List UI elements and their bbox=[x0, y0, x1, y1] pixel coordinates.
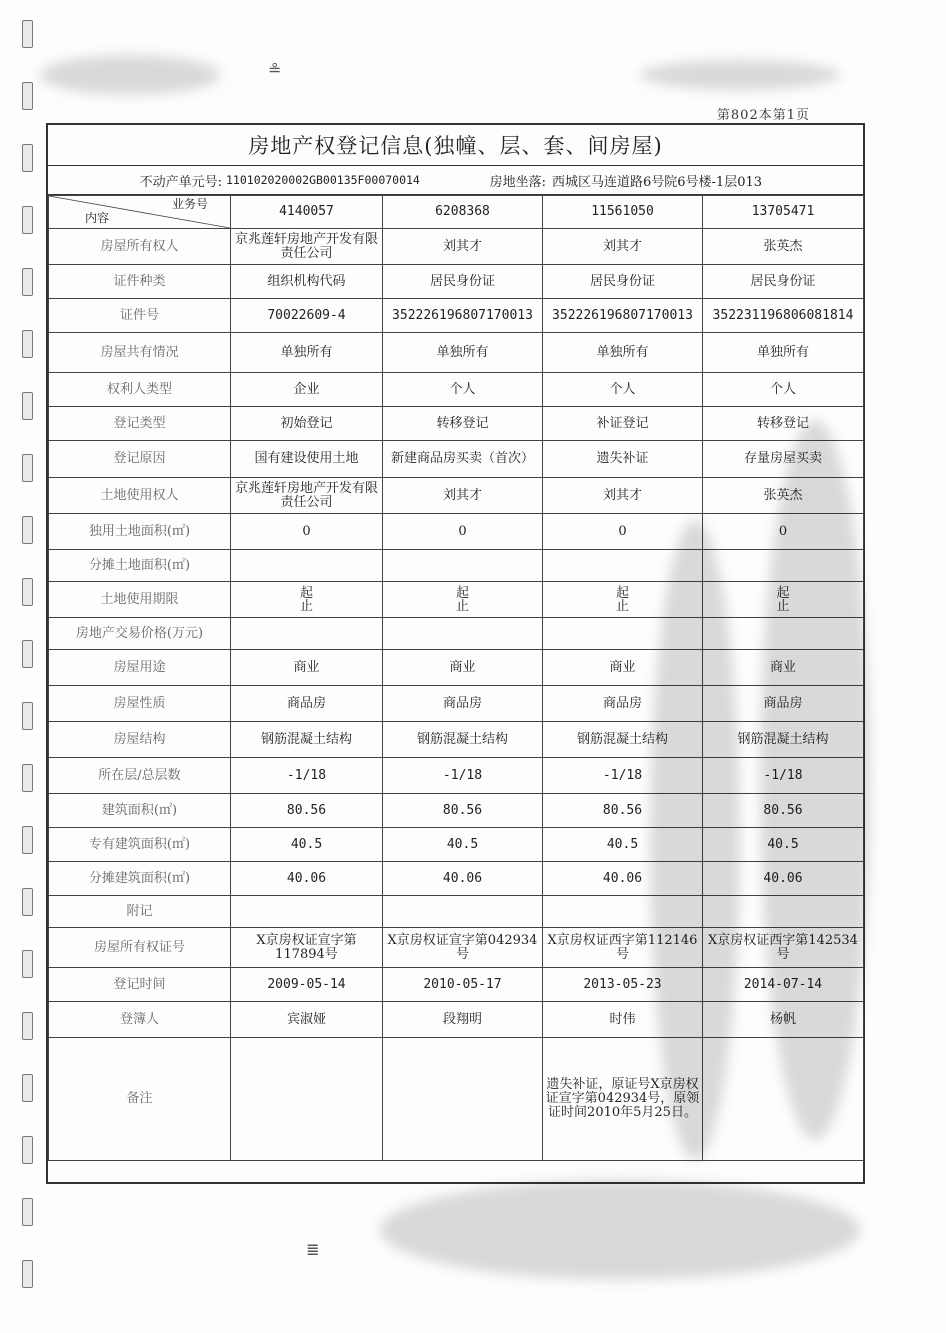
term-start-label: 起 bbox=[299, 585, 313, 601]
table-row bbox=[49, 794, 864, 828]
table-cell: 80.56 bbox=[383, 794, 543, 828]
table-cell: 钢筋混凝土结构 bbox=[703, 722, 864, 758]
table-row bbox=[49, 441, 864, 478]
table-cell: 段翔明 bbox=[383, 1002, 543, 1038]
remark-cell bbox=[703, 1038, 864, 1161]
term-end-label: 止 bbox=[299, 598, 313, 614]
table-cell: 单独所有 bbox=[703, 333, 864, 373]
row-label: 权利人类型 bbox=[49, 373, 231, 407]
table-cell bbox=[231, 550, 383, 582]
binding-hole bbox=[22, 1198, 33, 1226]
table-row bbox=[49, 196, 864, 229]
term-start-label: 起 bbox=[455, 585, 469, 601]
content-header: 内容 bbox=[85, 211, 110, 225]
binding-hole bbox=[22, 268, 33, 296]
row-label: 房屋结构 bbox=[49, 722, 231, 758]
table-cell: X京房权证西字第142534号 bbox=[703, 928, 864, 968]
table-cell: 2010-05-17 bbox=[383, 968, 543, 1002]
scan-smudge bbox=[380, 1180, 860, 1280]
table-cell: 2014-07-14 bbox=[703, 968, 864, 1002]
table-cell: 80.56 bbox=[543, 794, 703, 828]
table-cell: 刘其才 bbox=[543, 229, 703, 265]
table-cell: 0 bbox=[703, 514, 864, 550]
table-row bbox=[49, 758, 864, 794]
table-cell: 2009-05-14 bbox=[231, 968, 383, 1002]
table-cell: -1/18 bbox=[383, 758, 543, 794]
form-title: 房地产权登记信息(独幢、层、套、间房屋) bbox=[48, 125, 863, 166]
table-cell: 商品房 bbox=[383, 686, 543, 722]
term-end-label: 止 bbox=[615, 598, 629, 614]
table-cell: 单独所有 bbox=[231, 333, 383, 373]
table-row bbox=[49, 722, 864, 758]
table-row bbox=[49, 478, 864, 514]
table-row bbox=[49, 265, 864, 299]
binding-hole bbox=[22, 1260, 33, 1288]
table-cell: 0 bbox=[543, 514, 703, 550]
term-start-label: 起 bbox=[776, 585, 790, 601]
row-label: 分摊土地面积(㎡) bbox=[49, 550, 231, 582]
table-cell: 杨帆 bbox=[703, 1002, 864, 1038]
table-cell: 0 bbox=[231, 514, 383, 550]
binding-hole bbox=[22, 516, 33, 544]
row-label: 附记 bbox=[49, 896, 231, 928]
business-no-cell: 11561050 bbox=[543, 196, 703, 229]
land-term-cell bbox=[703, 582, 864, 618]
location-value: 西城区马连道路6号院6号楼-1层013 bbox=[552, 174, 763, 190]
table-cell: 钢筋混凝土结构 bbox=[231, 722, 383, 758]
binding-hole bbox=[22, 1074, 33, 1102]
binding-hole bbox=[22, 702, 33, 730]
business-no-cell: 13705471 bbox=[703, 196, 864, 229]
table-cell: 新建商品房买卖（首次） bbox=[383, 441, 543, 478]
unit-info-bar bbox=[48, 166, 863, 195]
table-cell: 京兆莲轩房地产开发有限责任公司 bbox=[231, 478, 383, 514]
row-label: 土地使用权人 bbox=[49, 478, 231, 514]
table-cell: 352226196807170013 bbox=[543, 299, 703, 333]
registration-table bbox=[48, 195, 864, 1161]
table-cell: X京房权证西字第112146号 bbox=[543, 928, 703, 968]
table-cell: 组织机构代码 bbox=[231, 265, 383, 299]
term-start-label: 起 bbox=[615, 585, 629, 601]
scan-mark: ≗ bbox=[268, 60, 282, 79]
binding-hole bbox=[22, 206, 33, 234]
table-cell: 40.5 bbox=[543, 828, 703, 862]
table-row bbox=[49, 407, 864, 441]
table-row bbox=[49, 968, 864, 1002]
remark-cell bbox=[383, 1038, 543, 1161]
table-cell: 刘其才 bbox=[383, 229, 543, 265]
binding-hole bbox=[22, 454, 33, 482]
table-cell: X京房权证宣字第117894号 bbox=[231, 928, 383, 968]
table-cell: 商业 bbox=[383, 650, 543, 686]
table-cell: 初始登记 bbox=[231, 407, 383, 441]
row-label: 登记原因 bbox=[49, 441, 231, 478]
table-cell: 40.5 bbox=[231, 828, 383, 862]
table-cell: 40.5 bbox=[383, 828, 543, 862]
row-label: 房屋用途 bbox=[49, 650, 231, 686]
row-label: 独用土地面积(㎡) bbox=[49, 514, 231, 550]
location-label: 房地坐落: bbox=[489, 174, 546, 190]
table-cell: 352226196807170013 bbox=[383, 299, 543, 333]
table-cell: 存量房屋买卖 bbox=[703, 441, 864, 478]
row-label: 房屋共有情况 bbox=[49, 333, 231, 373]
table-row bbox=[49, 333, 864, 373]
table-row bbox=[49, 686, 864, 722]
table-row bbox=[49, 862, 864, 896]
business-no-header: 业务号 bbox=[171, 197, 208, 211]
table-row bbox=[49, 928, 864, 968]
table-row bbox=[49, 618, 864, 650]
table-cell: 个人 bbox=[703, 373, 864, 407]
table-row bbox=[49, 373, 864, 407]
row-label: 所在层/总层数 bbox=[49, 758, 231, 794]
table-cell: 刘其才 bbox=[543, 478, 703, 514]
table-cell: 国有建设使用土地 bbox=[231, 441, 383, 478]
table-row bbox=[49, 1038, 864, 1161]
binding-hole bbox=[22, 950, 33, 978]
land-term-cell bbox=[383, 582, 543, 618]
row-label: 房屋所有权证号 bbox=[49, 928, 231, 968]
table-cell bbox=[383, 618, 543, 650]
table-cell: 企业 bbox=[231, 373, 383, 407]
term-end-label: 止 bbox=[455, 598, 469, 614]
table-cell: 转移登记 bbox=[703, 407, 864, 441]
scan-smudge bbox=[640, 60, 840, 90]
table-cell: 商业 bbox=[543, 650, 703, 686]
table-cell: 个人 bbox=[543, 373, 703, 407]
remark-cell bbox=[231, 1038, 383, 1161]
row-label: 证件号 bbox=[49, 299, 231, 333]
header-corner-cell bbox=[49, 196, 231, 229]
table-row bbox=[49, 299, 864, 333]
row-label: 分摊建筑面积(㎡) bbox=[49, 862, 231, 896]
binding-hole bbox=[22, 1012, 33, 1040]
table-cell bbox=[543, 550, 703, 582]
table-cell: 张英杰 bbox=[703, 229, 864, 265]
binding-hole bbox=[22, 764, 33, 792]
binding-hole bbox=[22, 392, 33, 420]
table-row bbox=[49, 650, 864, 686]
table-cell: 单独所有 bbox=[543, 333, 703, 373]
table-cell bbox=[543, 896, 703, 928]
table-cell: 70022609-4 bbox=[231, 299, 383, 333]
table-cell: 商品房 bbox=[703, 686, 864, 722]
table-cell: 宾淑娅 bbox=[231, 1002, 383, 1038]
land-term-cell bbox=[543, 582, 703, 618]
row-label: 证件种类 bbox=[49, 265, 231, 299]
table-cell: -1/18 bbox=[231, 758, 383, 794]
row-label: 专有建筑面积(㎡) bbox=[49, 828, 231, 862]
binding-hole bbox=[22, 82, 33, 110]
table-cell bbox=[383, 896, 543, 928]
binding-hole bbox=[22, 1136, 33, 1164]
table-cell: 居民身份证 bbox=[703, 265, 864, 299]
table-row bbox=[49, 229, 864, 265]
table-cell bbox=[543, 618, 703, 650]
table-cell: X京房权证宣字第042934号 bbox=[383, 928, 543, 968]
table-cell bbox=[703, 550, 864, 582]
table-cell: 补证登记 bbox=[543, 407, 703, 441]
table-cell bbox=[703, 618, 864, 650]
page-number: 第802本第1页 bbox=[716, 108, 810, 123]
table-cell bbox=[703, 896, 864, 928]
binding-hole bbox=[22, 20, 33, 48]
row-label: 土地使用期限 bbox=[49, 582, 231, 618]
binding-hole bbox=[22, 640, 33, 668]
row-label: 登记时间 bbox=[49, 968, 231, 1002]
row-label: 登记类型 bbox=[49, 407, 231, 441]
table-row bbox=[49, 514, 864, 550]
row-label: 房地产交易价格(万元) bbox=[49, 618, 231, 650]
binding-hole bbox=[22, 330, 33, 358]
table-cell: 居民身份证 bbox=[543, 265, 703, 299]
binding-hole bbox=[22, 578, 33, 606]
table-cell: 钢筋混凝土结构 bbox=[383, 722, 543, 758]
term-end-label: 止 bbox=[776, 598, 790, 614]
registration-form bbox=[46, 123, 865, 1184]
row-label: 房屋性质 bbox=[49, 686, 231, 722]
table-cell bbox=[231, 618, 383, 650]
business-no-cell: 6208368 bbox=[383, 196, 543, 229]
table-cell: -1/18 bbox=[543, 758, 703, 794]
table-cell: 个人 bbox=[383, 373, 543, 407]
table-row bbox=[49, 828, 864, 862]
table-cell: 40.06 bbox=[543, 862, 703, 896]
table-cell: 商品房 bbox=[543, 686, 703, 722]
table-cell: 转移登记 bbox=[383, 407, 543, 441]
table-cell: 居民身份证 bbox=[383, 265, 543, 299]
table-cell: 40.5 bbox=[703, 828, 864, 862]
table-cell bbox=[231, 896, 383, 928]
table-row bbox=[49, 582, 864, 618]
scan-mark: ≣ bbox=[306, 1240, 320, 1259]
table-cell: 钢筋混凝土结构 bbox=[543, 722, 703, 758]
unit-number-value: 110102020002GB00135F00070014 bbox=[226, 173, 420, 187]
table-cell: 0 bbox=[383, 514, 543, 550]
table-row bbox=[49, 550, 864, 582]
binding-hole bbox=[22, 826, 33, 854]
table-cell: 刘其才 bbox=[383, 478, 543, 514]
business-no-cell: 4140057 bbox=[231, 196, 383, 229]
table-cell: 352231196806081814 bbox=[703, 299, 864, 333]
row-label: 房屋所有权人 bbox=[49, 229, 231, 265]
table-row bbox=[49, 1002, 864, 1038]
row-label: 建筑面积(㎡) bbox=[49, 794, 231, 828]
binding-hole bbox=[22, 888, 33, 916]
table-cell: 单独所有 bbox=[383, 333, 543, 373]
row-label: 登簿人 bbox=[49, 1002, 231, 1038]
scan-smudge bbox=[40, 55, 220, 95]
table-cell: 80.56 bbox=[231, 794, 383, 828]
table-cell: 40.06 bbox=[383, 862, 543, 896]
table-cell: -1/18 bbox=[703, 758, 864, 794]
table-cell: 京兆莲轩房地产开发有限责任公司 bbox=[231, 229, 383, 265]
table-cell: 40.06 bbox=[703, 862, 864, 896]
table-cell: 商业 bbox=[231, 650, 383, 686]
remark-label: 备注 bbox=[49, 1038, 231, 1161]
binding-holes bbox=[22, 20, 40, 1320]
table-cell: 80.56 bbox=[703, 794, 864, 828]
land-term-cell bbox=[231, 582, 383, 618]
table-cell bbox=[383, 550, 543, 582]
unit-number-label: 不动产单元号: bbox=[139, 174, 222, 190]
table-cell: 张英杰 bbox=[703, 478, 864, 514]
table-cell: 40.06 bbox=[231, 862, 383, 896]
binding-hole bbox=[22, 144, 33, 172]
table-cell: 商品房 bbox=[231, 686, 383, 722]
table-row bbox=[49, 896, 864, 928]
table-cell: 时伟 bbox=[543, 1002, 703, 1038]
table-cell: 商业 bbox=[703, 650, 864, 686]
table-cell: 2013-05-23 bbox=[543, 968, 703, 1002]
remark-text: 遗失补证，原证号X京房权证宣字第042934号，原领证时间2010年5月25日。 bbox=[543, 1038, 703, 1161]
table-cell: 遗失补证 bbox=[543, 441, 703, 478]
